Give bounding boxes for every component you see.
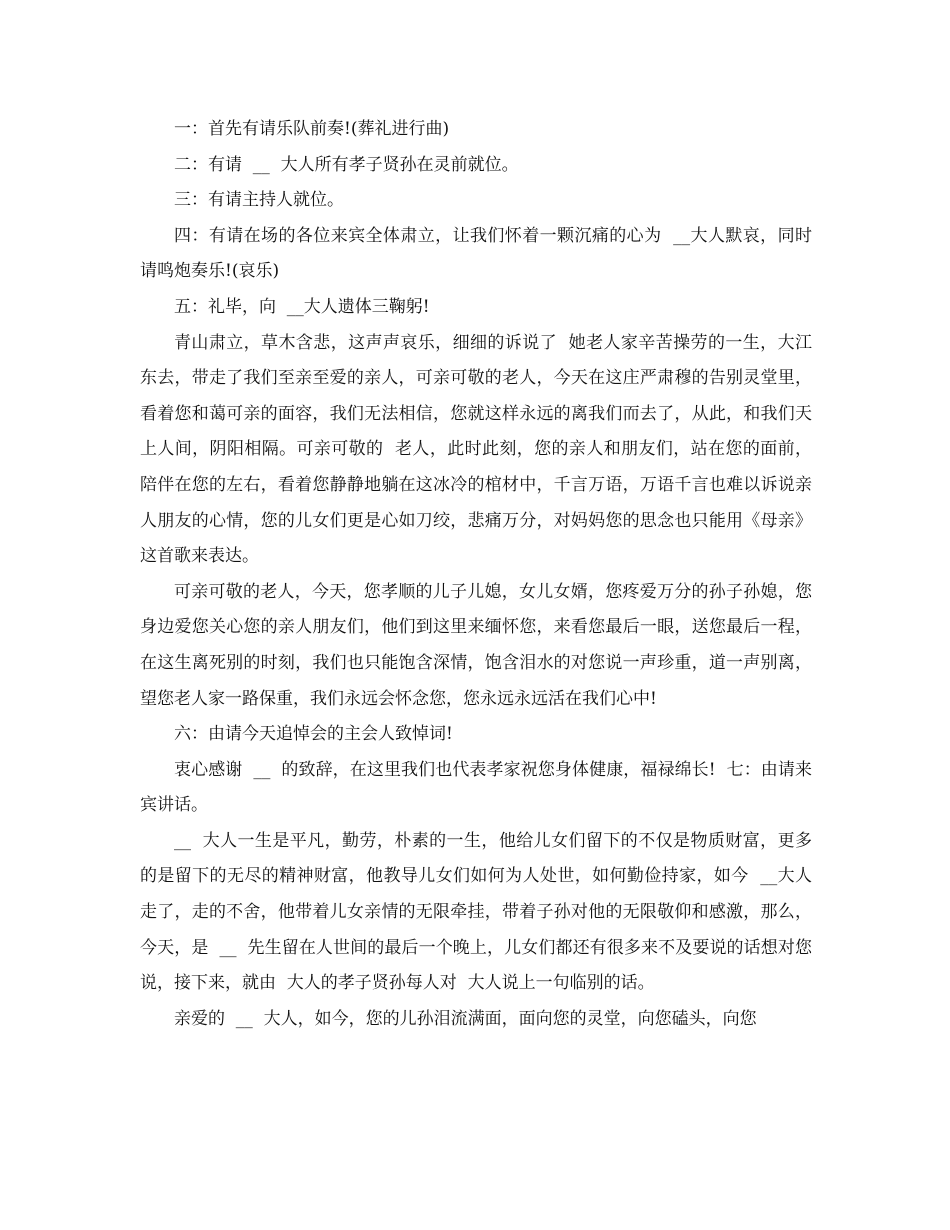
paragraph-life-summary: __ 大人一生是平凡，勤劳，朴素的一生，他给儿女们留下的不仅是物质财富，更多的是留下的无尽的精神财富，他教导儿女们如何为人处世，如何勤俭持家，如今 __大人走了，走的不舍，他带着儿女亲情的无限牵挂，带着子孙对他的无限敬仰和感激，那么，今天，是 __ 先生留在人世间的最后一个晚上，儿女们都还有很多来不及要说的话想对您说，接下来，就由 大人的孝子贤孙每人对 大人说上一句临别的话。 — [140, 830, 812, 994]
paragraph-tribute-2: 可亲可敬的老人，今天，您孝顺的儿子儿媳，女儿女婿，您疼爱万分的孙子孙媳，您身边爱您关心您的亲人朋友们，他们到这里来缅怀您，来看您最后一眼，送您最后一程，在这生离死别的时刻，我们也只能饱含深情，饱含泪水的对您说一声珍重，道一声别离，望您老人家一路保重，我们永远会怀念您，您永远永远活在我们心中! — [140, 581, 812, 709]
paragraph-prelude: 一：首先有请乐队前奏!(葬礼进行曲) — [174, 119, 450, 139]
paragraph-bow: 五：礼毕，向 __大人遗体三鞠躬! — [174, 296, 430, 317]
paragraph-farewell: 亲爱的 __ 大人，如今，您的儿孙泪流满面，面向您的灵堂，向您磕头，向您 — [174, 1008, 757, 1029]
paragraph-host-positions: 三：有请主持人就位。 — [174, 190, 344, 211]
paragraph-eulogy-call: 六：由请今天追悼会的主会人致悼词! — [174, 724, 453, 745]
paragraph-family-positions: 二：有请 __ 大人所有孝子贤孙在灵前就位。 — [174, 154, 519, 175]
document-body — [140, 112, 812, 1037]
paragraph-tribute-1: 青山肃立，草木含悲，这声声哀乐，细细的诉说了 她老人家辛苦操劳的一生，大江东去，带走了我们至亲至爱的亲人，可亲可敬的老人，今天在这庄严肃穆的告别灵堂里，看着您和蔼可亲的面容，我们无法相信，您就这样永远的离我们而去了，从此，和我们天上人间，阴阳相隔。可亲可敬的 老人，此时此刻，您的亲人和朋友们，站在您的面前，陪伴在您的左右，看着您静静地躺在这冰冷的棺材中，千言万语，万语千言也难以诉说亲人朋友的心情，您的儿女们更是心如刀绞，悲痛万分，对妈妈您的思念也只能用《母亲》这首歌来表达。 — [140, 332, 812, 567]
paragraph-thanks: 衷心感谢 __ 的致辞，在这里我们也代表孝家祝您身体健康，福禄绵长! 七：由请来宾讲话。 — [140, 759, 812, 816]
paragraph-silence: 四：有请在场的各位来宾全体肃立，让我们怀着一颗沉痛的心为 __大人默哀，同时请鸣炮奏乐!(哀乐) — [140, 225, 812, 282]
